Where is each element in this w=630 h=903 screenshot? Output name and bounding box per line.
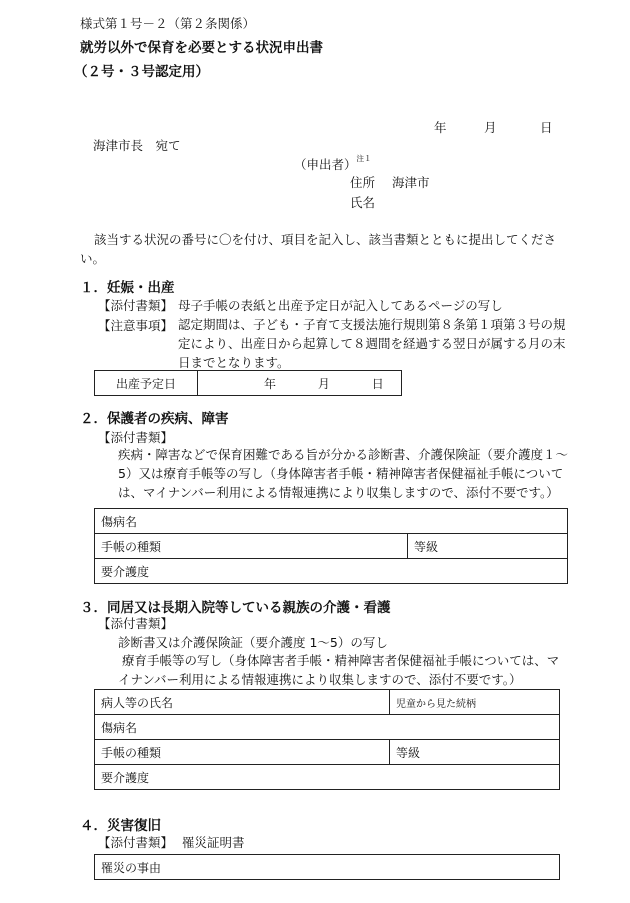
section3-attach-line2: 療育手帳等の写し（身体障害者手帳・精神障害者保健福祉手帳については、マイナンバー利用による情報連携により収集しますので、添付不要です。） xyxy=(118,653,560,687)
applicant-label xyxy=(294,155,372,173)
section4-attach-text: 罹災証明書 xyxy=(182,835,245,850)
section2-attach-text: 疾病・障害などで保育困難である旨が分かる診断書、介護保険証（要介護度１～5）又は療育手帳等の写し（身体障害者手帳・精神障害者保健福祉手帳については、マイナンバー利用による情報連携により収集しますので、添付不要です。） xyxy=(118,447,569,500)
intro-text: 該当する状況の番号に〇を付け、項目を記入し、該当書類とともに提出してください。 xyxy=(80,232,557,266)
address-value: 海津市 xyxy=(392,175,430,190)
section1-notice-text: 認定期間は、子ども・子育て支援法施行規則第８条第１項第３号の規定により、出産日から起算して８週間を経過する翌日が属する月の末日までとなります。 xyxy=(178,317,566,370)
applicant-label-text: （申出者） xyxy=(294,157,357,172)
name-label: 氏名 xyxy=(350,195,376,210)
address-label: 住所 xyxy=(350,175,376,190)
s2-handbook-type-cell[interactable]: 手帳の種類 xyxy=(95,534,408,559)
section3-attach-label: 【添付書類】 xyxy=(98,616,174,631)
section2-table xyxy=(94,508,568,584)
section4-heading: ４．災害復旧 xyxy=(80,818,161,834)
section1-attach-text: 母子手帳の表紙と出産予定日が記入してあるページの写し xyxy=(178,298,503,313)
page-title: 就労以外で保育を必要とする状況申出書 xyxy=(80,40,323,56)
due-month-label: 月 xyxy=(317,376,330,391)
form-number: 様式第１号－２（第２条関係） xyxy=(80,16,256,31)
s3-patient-name-cell[interactable]: 病人等の氏名 xyxy=(95,690,390,715)
due-day-label: 日 xyxy=(371,376,384,391)
due-year-label: 年 xyxy=(264,376,277,391)
s3-disease-cell[interactable]: 傷病名 xyxy=(95,715,560,740)
due-date-table xyxy=(94,370,402,396)
s3-grade-cell[interactable]: 等級 xyxy=(390,740,560,765)
s3-relation-cell[interactable]: 児童から見た続柄 xyxy=(390,690,560,715)
s2-grade-cell[interactable]: 等級 xyxy=(408,534,568,559)
section1-notice-label: 【注意事項】 xyxy=(98,318,174,333)
section3-attach-line1: 診断書又は介護保険証（要介護度 1～5）の写し xyxy=(118,635,388,650)
s4-reason-cell[interactable]: 罹災の事由 xyxy=(95,855,560,880)
due-date-label: 出産予定日 xyxy=(95,371,198,396)
section1-heading: １．妊娠・出産 xyxy=(80,280,175,296)
s3-care-level-cell[interactable]: 要介護度 xyxy=(95,765,560,790)
section2-heading: ２．保護者の疾病、障害 xyxy=(80,411,229,427)
date-month-label: 月 xyxy=(484,120,497,135)
section4-table xyxy=(94,854,560,880)
section2-attach-label: 【添付書類】 xyxy=(98,430,174,445)
section4-attach-label: 【添付書類】 xyxy=(98,835,174,850)
s3-handbook-type-cell[interactable]: 手帳の種類 xyxy=(95,740,390,765)
date-year-label: 年 xyxy=(434,120,447,135)
page-subtitle: （２号・３号認定用） xyxy=(74,64,209,80)
addressee: 海津市長 宛て xyxy=(93,138,181,153)
s2-care-level-cell[interactable]: 要介護度 xyxy=(95,559,568,584)
applicant-note: 注１ xyxy=(356,154,372,163)
date-day-label: 日 xyxy=(540,120,553,135)
due-date-input[interactable] xyxy=(198,371,402,396)
s2-disease-cell[interactable]: 傷病名 xyxy=(95,509,568,534)
section3-heading: ３．同居又は長期入院等している親族の介護・看護 xyxy=(80,600,391,616)
section1-attach-label: 【添付書類】 xyxy=(98,298,174,313)
section3-table xyxy=(94,689,560,790)
